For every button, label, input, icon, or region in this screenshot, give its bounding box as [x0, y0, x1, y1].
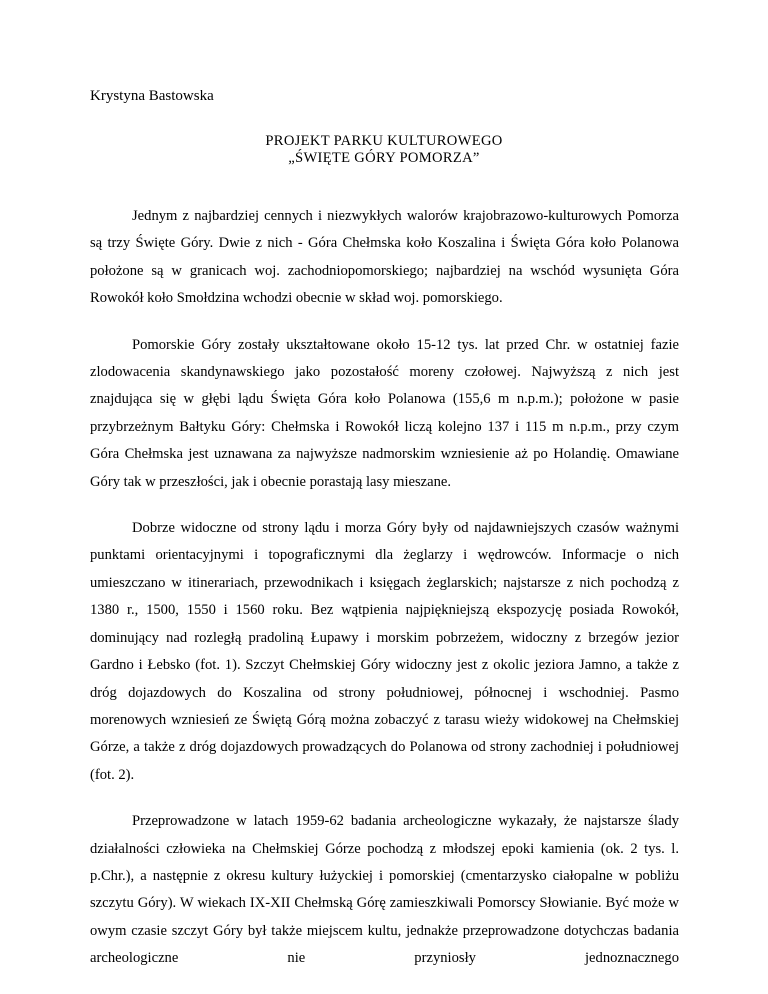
- author-name: Krystyna Bastowska: [90, 88, 214, 104]
- document-body: [90, 203, 679, 973]
- paragraph-2: Pomorskie Góry zostały ukształtowane około 15-12 tys. lat przed Chr. w ostatniej fazie zlodowacenia skandynawskiego jako pozostałość moreny czołowej. Najwyższą z nich jest znajdująca się w głębi lądu Święta Góra koło Polanowa (155,6 m n.p.m.); położone w pasie przybrzeżnym Bałtyku Góry: Chełmska i Rowokół liczą kolejno 137 i 115 m n.p.m., przy czym Góra Chełmska jest uznawana za najwyższe nadmorskim wzniesienie aż po Holandię. Omawiane Góry tak w przeszłości, jak i obecnie porastają lasy mieszane.: [90, 336, 679, 490]
- paragraph-4: Przeprowadzone w latach 1959-62 badania archeologiczne wykazały, że najstarsze ślady działalności człowieka na Chełmskiej Górze pochodzą z młodszej epoki kamienia (ok. 2 tys. l. p.Chr.), a następnie z okresu kultury łużyckiej i pomorskiej (cmentarzysko ciałopalne w pobliżu szczytu Góry). W wiekach IX-XII Chełmską Górę zamieszkiwali Pomorscy Słowianie. Być może w owym czasie szczyt Góry był także miejscem kultu, jednakże przeprowadzone dotychczas badania archeologiczne nie przyniosły jednoznacznego: [90, 813, 679, 967]
- document-title: [90, 133, 678, 167]
- title-line-2: „ŚWIĘTE GÓRY POMORZA”: [288, 150, 480, 166]
- paragraph-3: Dobrze widoczne od strony lądu i morza Góry były od najdawniejszych czasów ważnymi punktami orientacyjnymi i topograficznymi dla żeglarzy i wędrowców. Informacje o nich umieszczano w itinerariach, przewodnikach i księgach żeglarskich; najstarsze z nich pochodzą z 1380 r., 1500, 1550 i 1560 roku. Bez wątpienia najpiękniejszą ekspozycję posiada Rowokół, dominujący nad rozległą pradoliną Łupawy i morskim pobrzeżem, widoczny z brzegów jezior Gardno i Łebsko (fot. 1). Szczyt Chełmskiej Góry widoczny jest z okolic jeziora Jamno, a także z dróg dojazdowych do Koszalina od strony południowej, północnej i wschodniej. Pasmo morenowych wzniesień ze Świętą Górą można zobaczyć z tarasu wieży widokowej na Chełmskiej Górze, a także z dróg dojazdowych prowadzących do Polanowa od strony zachodniej i południowej (fot. 2).: [90, 520, 679, 783]
- paragraph-1: Jednym z najbardziej cennych i niezwykłych walorów krajobrazowo-kulturowych Pomorza są trzy Święte Góry. Dwie z nich - Góra Chełmska koło Koszalina i Święta Góra koło Polanowa położone są w granicach woj. zachodniopomorskiego; najbardziej na wschód wysunięta Góra Rowokół koło Smołdzina wchodzi obecnie w skład woj. pomorskiego.: [90, 208, 679, 307]
- title-line-1: PROJEKT PARKU KULTUROWEGO: [265, 133, 503, 149]
